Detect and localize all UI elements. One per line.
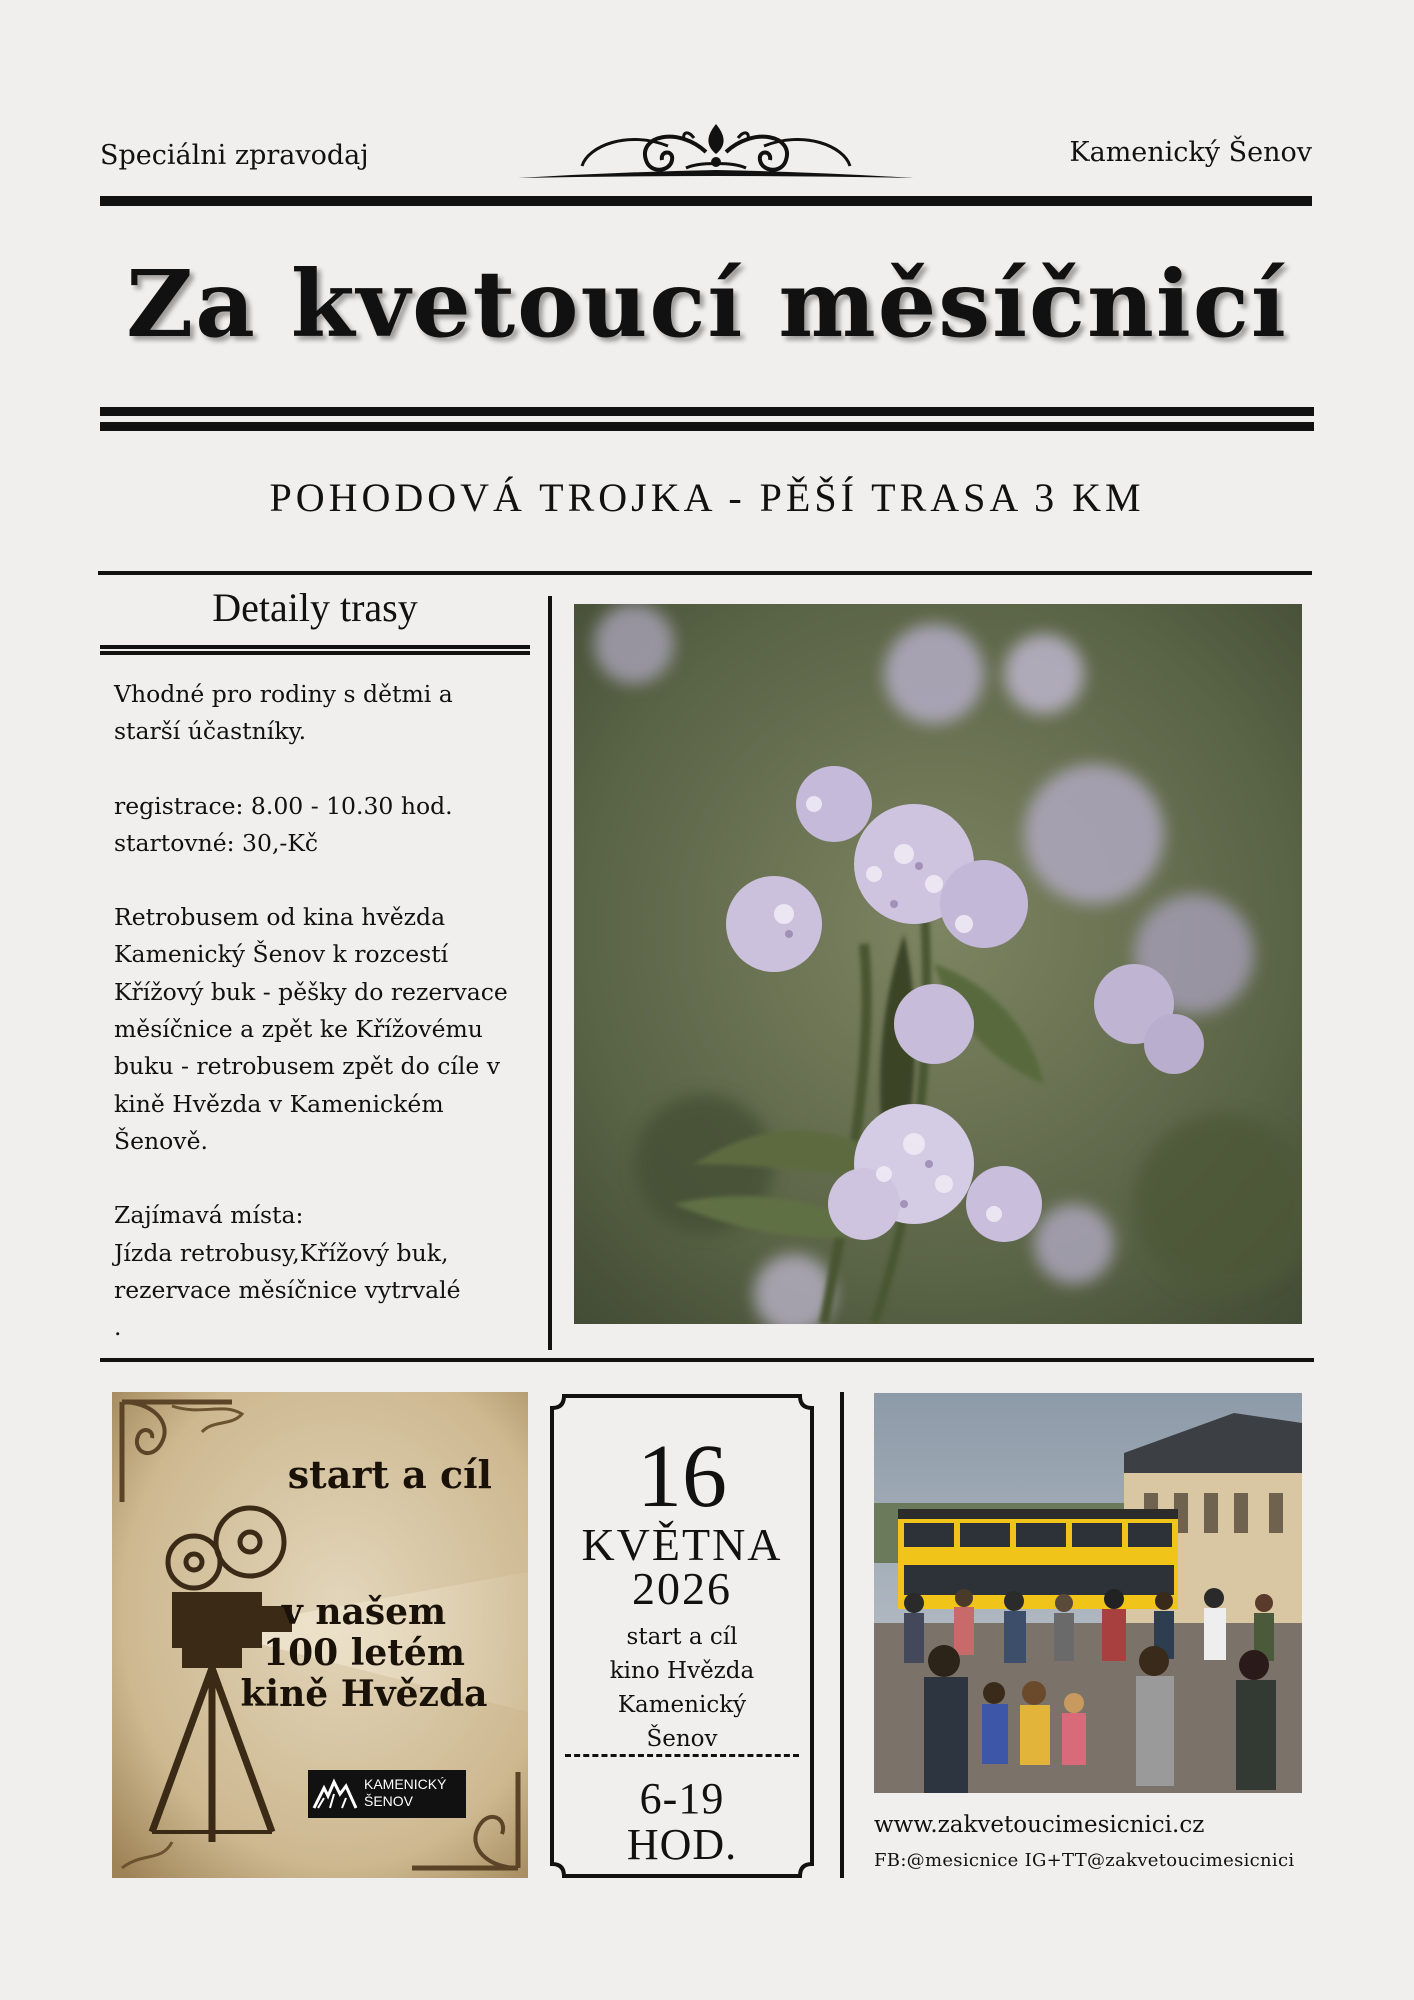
event-day: 16 xyxy=(637,1427,727,1526)
suitability-text: Vhodné pro rodiny s dětmi a starší účastníky. xyxy=(114,680,453,746)
divider xyxy=(98,571,1312,575)
divider xyxy=(100,196,1312,206)
dashed-divider xyxy=(565,1754,799,1757)
route-details xyxy=(114,676,534,1346)
cinema-poster xyxy=(112,1392,528,1878)
places-text: Jízda retrobusy,Křížový buk, rezervace měsíčnice vytrvalé . xyxy=(114,1238,461,1342)
ornament-icon xyxy=(518,116,914,190)
section-label: Speciálni zpravodaj xyxy=(100,140,369,171)
poster-heading: start a cíl xyxy=(287,1452,492,1497)
column-divider xyxy=(840,1392,844,1878)
event-date-card xyxy=(550,1394,814,1878)
page-title: Za kvetoucí měsíčnicí xyxy=(126,250,1288,358)
divider xyxy=(100,651,530,655)
event-year: 2026 xyxy=(632,1563,732,1614)
town-logo xyxy=(308,1770,466,1818)
event-month: KVĚTNA xyxy=(581,1519,783,1570)
website-link[interactable]: www.zakvetoucimesicnici.cz xyxy=(874,1812,1205,1838)
poster-text: v našem 100 letém kině Hvězda xyxy=(240,1591,488,1715)
logo-text: KAMENICKÝ ŠENOV xyxy=(364,1776,447,1809)
town-label: Kamenický Šenov xyxy=(1069,137,1312,168)
divider xyxy=(100,645,530,649)
social-handles: FB:@mesicnice IG+TT@zakvetoucimesicnici xyxy=(874,1850,1295,1871)
section-heading: Detaily trasy xyxy=(212,585,418,630)
column-divider xyxy=(548,596,552,1350)
fee-text: startovné: 30,-Kč xyxy=(114,828,319,857)
divider xyxy=(100,422,1314,431)
route-text: Retrobusem od kina hvězda Kamenický Šenov k rozcestí Křížový buk - pěšky do rezervace měsíčnice a zpět ke Křížovému buku - retrobusem zpět do cíle v kině Hvězda v Kamenickém Šenově. xyxy=(114,903,508,1155)
places-label: Zajímavá místa: xyxy=(114,1201,304,1230)
divider xyxy=(100,407,1314,416)
divider xyxy=(100,1358,1314,1362)
flower-photo xyxy=(574,604,1302,1324)
event-time: 6-19 HOD. xyxy=(626,1774,738,1869)
subtitle: POHODOVÁ TROJKA - PĚŠÍ TRASA 3 KM xyxy=(269,475,1145,520)
event-place: start a cíl kino Hvězda Kamenický Šenov xyxy=(609,1624,755,1752)
bus-photo xyxy=(874,1393,1302,1793)
registration-text: registrace: 8.00 - 10.30 hod. xyxy=(114,791,453,820)
